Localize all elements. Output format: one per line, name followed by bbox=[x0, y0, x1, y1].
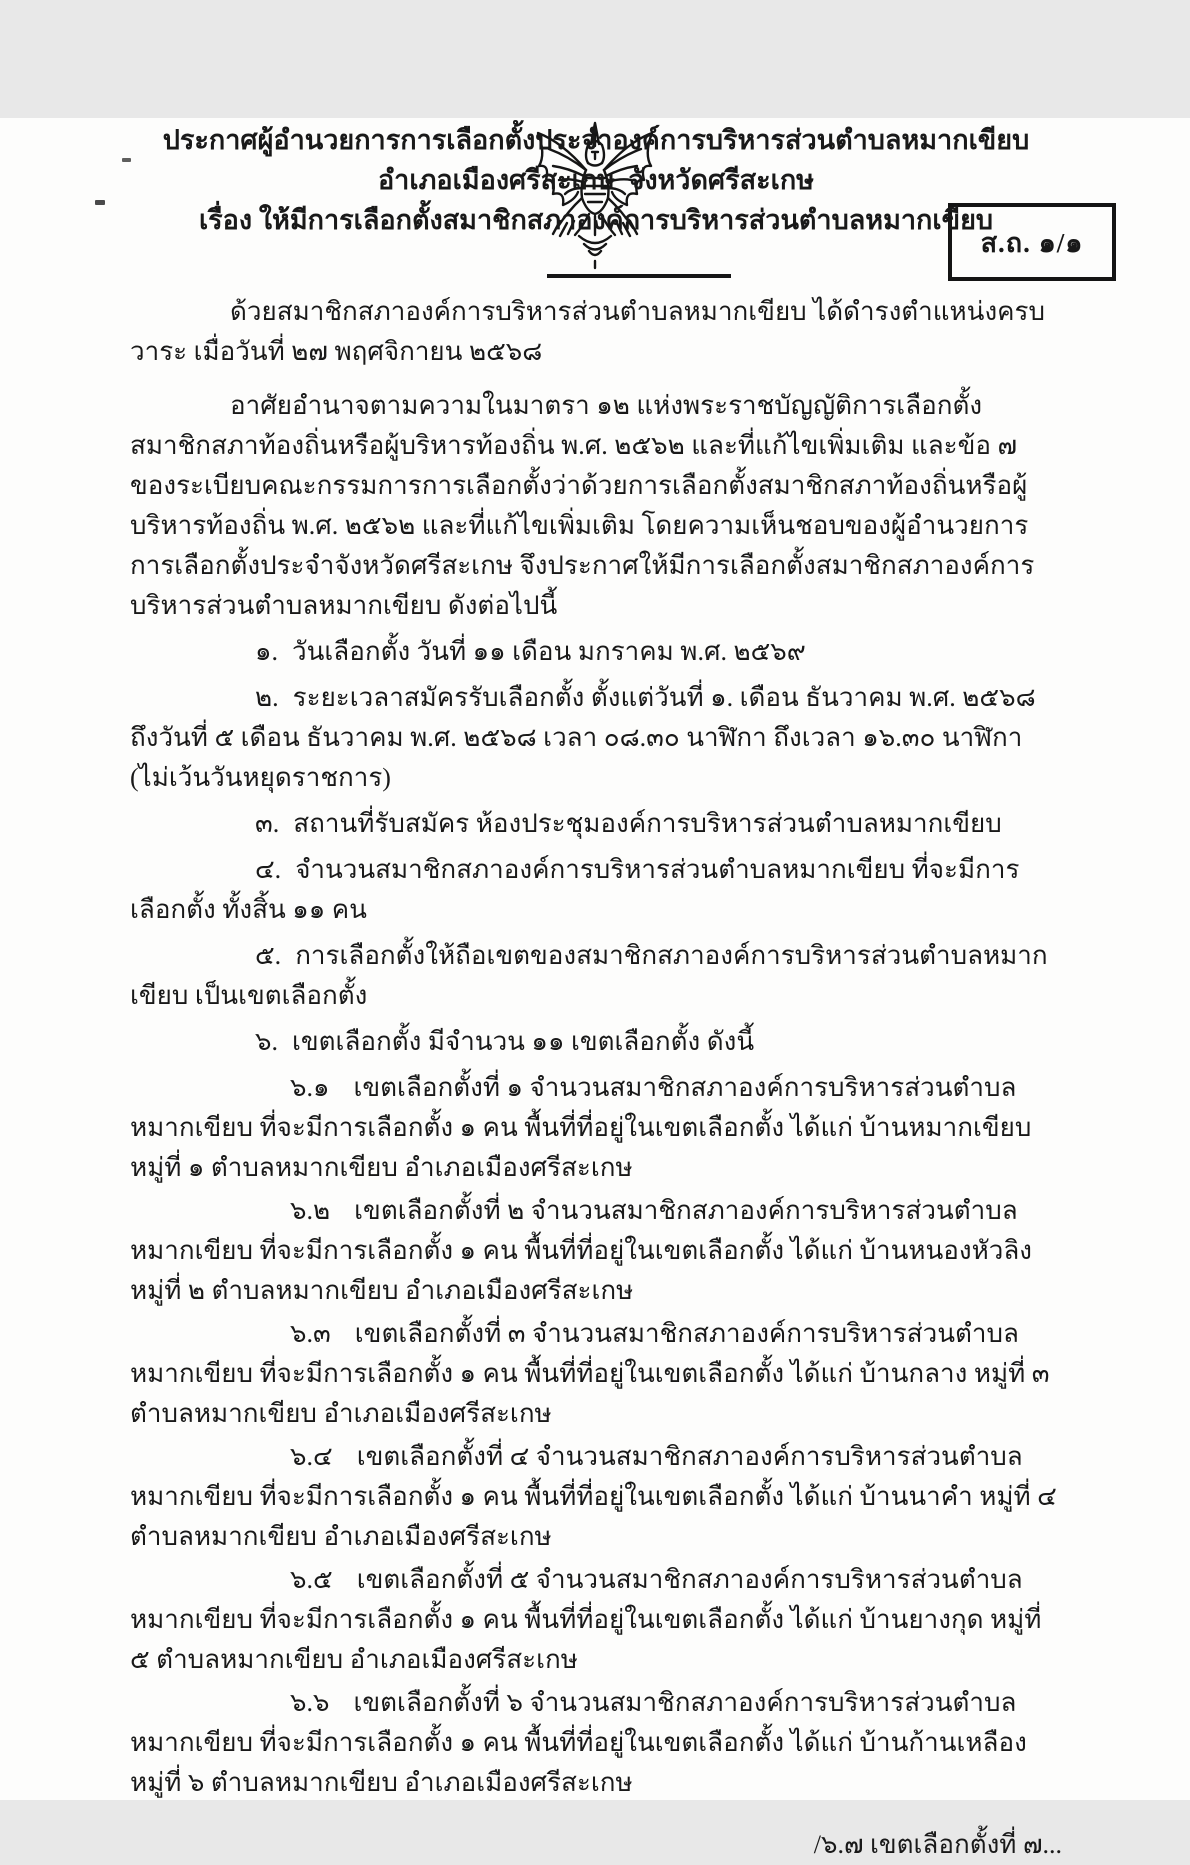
item-number: ๖. bbox=[255, 1027, 279, 1056]
subitem-text: เขตเลือกตั้งที่ ๕ จำนวนสมาชิกสภาองค์การบริหารส่วนตำบลหมากเขียบ ที่จะมีการเลือกตั้ง ๑ คน พื้นที่ที่อยู่ในเขตเลือกตั้ง ได้แก่ บ้านยางกุด หมู่ที่ ๕ ตำบลหมากเขียบ อำเภอเมืองศรีสะเกษ bbox=[130, 1565, 1042, 1674]
subitem-text: เขตเลือกตั้งที่ ๓ จำนวนสมาชิกสภาองค์การบริหารส่วนตำบลหมากเขียบ ที่จะมีการเลือกตั้ง ๑ คน พื้นที่ที่อยู่ในเขตเลือกตั้ง ได้แก่ บ้านกลาง หมู่ที่ ๓ ตำบลหมากเขียบ อำเภอเมืองศรีสะเกษ bbox=[130, 1319, 1050, 1428]
item-text: สถานที่รับสมัคร ห้องประชุมองค์การบริหารส่วนตำบลหมากเขียบ bbox=[293, 809, 1002, 838]
subitem-text: เขตเลือกตั้งที่ ๒ จำนวนสมาชิกสภาองค์การบริหารส่วนตำบลหมากเขียบ ที่จะมีการเลือกตั้ง ๑ คน พื้นที่ที่อยู่ในเขตเลือกตั้ง ได้แก่ บ้านหนองหัวลิง หมู่ที่ ๒ ตำบลหมากเขียบ อำเภอเมืองศรีสะเกษ bbox=[130, 1196, 1032, 1305]
list-item bbox=[130, 804, 1062, 844]
title-line-1: ประกาศผู้อำนวยการการเลือกตั้งประจำองค์การบริหารส่วนตำบลหมากเขียบ bbox=[162, 125, 1030, 155]
list-item bbox=[130, 632, 1062, 672]
subitem bbox=[130, 1068, 1062, 1188]
subitem-number: ๖.๖ bbox=[290, 1688, 330, 1717]
subitem-number: ๖.๑ bbox=[290, 1073, 330, 1102]
announcement-title bbox=[130, 120, 1062, 240]
list-item bbox=[130, 1022, 1062, 1062]
item-text: ระยะเวลาสมัครรับเลือกตั้ง ตั้งแต่วันที่ ๑. เดือน ธันวาคม พ.ศ. ๒๕๖๘ ถึงวันที่ ๕ เดือน ธันวาคม พ.ศ. ๒๕๖๘ เวลา ๐๘.๓๐ นาฬิกา ถึงเวลา ๑๖.๓๐ นาฬิกา (ไม่เว้นวันหยุดราชการ) bbox=[130, 683, 1036, 792]
item-text: จำนวนสมาชิกสภาองค์การบริหารส่วนตำบลหมากเขียบ ที่จะมีการเลือกตั้ง ทั้งสิ้น ๑๑ คน bbox=[130, 855, 1020, 924]
subitem bbox=[130, 1314, 1062, 1434]
document-page bbox=[0, 118, 1190, 1859]
paragraph-authority: อาศัยอำนาจตามความในมาตรา ๑๒ แห่งพระราชบัญญัติการเลือกตั้งสมาชิกสภาท้องถิ่นหรือผู้บริหารท้องถิ่น พ.ศ. ๒๕๖๒ และที่แก้ไขเพิ่มเติม และข้อ ๗ ของระเบียบคณะกรรมการการเลือกตั้งว่าด้วยการเลือกตั้งสมาชิกสภาท้องถิ่นหรือผู้บริหารท้องถิ่น พ.ศ. ๒๕๖๒ และที่แก้ไขเพิ่มเติม โดยความเห็นชอบของผู้อำนวยการการเลือกตั้งประจำจังหวัดศรีสะเกษ จึงประกาศให้มีการเลือกตั้งสมาชิกสภาองค์การบริหารส่วนตำบลหมากเขียบ ดังต่อไปนี้ bbox=[130, 391, 1035, 620]
subitem bbox=[130, 1437, 1062, 1557]
paragraph-preamble: ด้วยสมาชิกสภาองค์การบริหารส่วนตำบลหมากเขียบ ได้ดำรงตำแหน่งครบวาระ เมื่อวันที่ ๒๗ พฤศจิกายน ๒๕๖๘ bbox=[130, 297, 1046, 366]
title-line-3: เรื่อง ให้มีการเลือกตั้งสมาชิกสภาองค์การบริหารส่วนตำบลหมากเขียบ bbox=[198, 205, 994, 235]
list-item bbox=[130, 678, 1062, 798]
scan-artifact bbox=[95, 200, 105, 205]
subitem bbox=[130, 1560, 1062, 1680]
subitem bbox=[130, 1683, 1062, 1803]
subitem-text: เขตเลือกตั้งที่ ๑ จำนวนสมาชิกสภาองค์การบริหารส่วนตำบลหมากเขียบ ที่จะมีการเลือกตั้ง ๑ คน พื้นที่ที่อยู่ในเขตเลือกตั้ง ได้แก่ บ้านหมากเขียบ หมู่ที่ ๑ ตำบลหมากเขียบ อำเภอเมืองศรีสะเกษ bbox=[130, 1073, 1032, 1182]
item-number: ๒. bbox=[255, 683, 279, 712]
subitem-text: เขตเลือกตั้งที่ ๖ จำนวนสมาชิกสภาองค์การบริหารส่วนตำบลหมากเขียบ ที่จะมีการเลือกตั้ง ๑ คน พื้นที่ที่อยู่ในเขตเลือกตั้ง ได้แก่ บ้านก้านเหลือง หมู่ที่ ๖ ตำบลหมากเขียบ อำเภอเมืองศรีสะเกษ bbox=[130, 1688, 1027, 1797]
item-text: วันเลือกตั้ง วันที่ ๑๑ เดือน มกราคม พ.ศ. ๒๕๖๙ bbox=[292, 637, 806, 666]
document-body bbox=[130, 292, 1062, 1865]
subitem-number: ๖.๕ bbox=[290, 1565, 333, 1594]
item-number: ๕. bbox=[255, 941, 282, 970]
item-number: ๓. bbox=[255, 809, 280, 838]
list-item bbox=[130, 936, 1062, 1016]
list-item bbox=[130, 850, 1062, 930]
title-line-2: อำเภอเมืองศรีสะเกษ จังหวัดศรีสะเกษ bbox=[377, 165, 815, 195]
subitem-text: เขตเลือกตั้งที่ ๔ จำนวนสมาชิกสภาองค์การบริหารส่วนตำบลหมากเขียบ ที่จะมีการเลือกตั้ง ๑ คน พื้นที่ที่อยู่ในเขตเลือกตั้ง ได้แก่ บ้านนาคำ หมู่ที่ ๔ ตำบลหมากเขียบ อำเภอเมืองศรีสะเกษ bbox=[130, 1442, 1057, 1551]
page-continuation-note: /๖.๗ เขตเลือกตั้งที่ ๗... bbox=[813, 1830, 1062, 1859]
item-text: การเลือกตั้งให้ถือเขตของสมาชิกสภาองค์การบริหารส่วนตำบลหมากเขียบ เป็นเขตเลือกตั้ง bbox=[130, 941, 1048, 1010]
subitems-list bbox=[130, 1068, 1062, 1803]
item-number: ๔. bbox=[255, 855, 282, 884]
item-number: ๑. bbox=[255, 637, 279, 666]
subitem-number: ๖.๓ bbox=[290, 1319, 331, 1348]
subitem bbox=[130, 1191, 1062, 1311]
form-code-text: ส.ถ. ๑/๑ bbox=[980, 227, 1084, 258]
subitem-number: ๖.๔ bbox=[290, 1442, 333, 1471]
item-text: เขตเลือกตั้ง มีจำนวน ๑๑ เขตเลือกตั้ง ดังนี้ bbox=[292, 1027, 755, 1056]
items-list bbox=[130, 632, 1062, 1062]
title-divider bbox=[547, 274, 731, 278]
subitem-number: ๖.๒ bbox=[290, 1196, 331, 1225]
